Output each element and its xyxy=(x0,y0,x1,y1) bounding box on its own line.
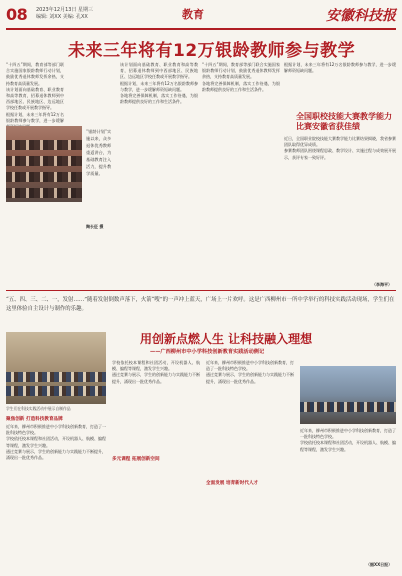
section-name: 教育 xyxy=(182,8,204,21)
main-body-paragraph: 根据计划，未来三年将有12万名银龄教师参与教学，进一步缓解师资短缺问题。 xyxy=(120,80,198,92)
lower-subheadline: ——广西柳州市中小学科技创新教育实践活动侧记 xyxy=(150,349,265,355)
lower-body-paragraph: 学校依托校本课程和社团活动，开设机器人、航模、编程等课程，激发学生兴趣。 xyxy=(112,360,200,372)
lower-section-title-2: 多元课程 拓展创新空间 xyxy=(112,457,160,462)
lower-body-paragraph: 通过竞赛与展示，学生的创新能力与实践能力不断提升，涌现出一批优秀作品。 xyxy=(112,372,200,384)
lower-right-photo xyxy=(300,366,396,424)
lower-section-title-3: 全面发展 培育新时代人才 xyxy=(206,481,259,486)
lower-section-title-1: 聚焦创新 打造科技教育品牌 xyxy=(6,417,63,422)
side-body-paragraph: 近日，全国职业院校技能大赛教学能力比赛结果揭晓，我省参赛团队取得优异成绩。 xyxy=(284,136,396,148)
photo-side-note: “银龄计划”实施以来，众多退休优秀教师重返讲台，为基础教育注入活力，提升教学质量。 xyxy=(86,129,112,176)
lower-body-paragraph: 近年来，柳州市积极推进中小学科技创新教育，打造了一批科技特色学校。 xyxy=(6,424,106,436)
lower-body-col-2 xyxy=(112,360,200,572)
side-story-credit: （李海平） xyxy=(372,282,392,287)
masthead xyxy=(6,4,396,30)
section-divider xyxy=(6,290,396,291)
lower-body-paragraph: 学校依托校本课程和社团活动，开设机器人、航模、编程等课程，激发学生兴趣。 xyxy=(300,440,396,452)
lower-body-paragraph: 近年来，柳州市积极推进中小学科技创新教育，打造了一批科技特色学校。 xyxy=(300,428,396,440)
main-body-paragraph: 根据计划，未来三年将有12万名银龄教师参与教学，进一步缓解 xyxy=(6,111,64,123)
lower-body-col-3 xyxy=(206,360,294,572)
date-line: 2023年12月13日 星期三 xyxy=(36,7,94,13)
lower-photo xyxy=(6,332,106,404)
mid-quote: “五、四、三、二、一，发射……”随着发射倒数声落下，火箭“嗖”的一声冲上蓝天，广场上一片欢呼。这是广西柳州市一所中学举行的科技实践活动现场，学生们在这里体验自主设计与制作的乐趣。 xyxy=(6,297,395,312)
main-body-col-2 xyxy=(120,62,198,286)
main-body-paragraph: “十四五”期间，教育部等部门联合实施国家银龄教师行动计划，鼓励优秀退休教师发挥余热，支持教育高质量发展。 xyxy=(202,62,280,80)
main-body-paragraph: 各地将完善保障机制，落实工作待遇，为银龄教师提供良好的工作和生活条件。 xyxy=(202,80,280,92)
side-story-body xyxy=(284,136,396,282)
lower-body-col-4 xyxy=(300,428,396,572)
photo-credit: 陶长征 摄 xyxy=(86,224,104,229)
lower-photo-caption: 学生们在科技实践活动中展示自制作品 xyxy=(6,406,71,411)
main-body-paragraph: 该计划面向基础教育、职业教育和高等教育，招募退休教师到中西部地区、民族地区、边远地区学校任教或开展教学指导。 xyxy=(120,62,198,80)
main-body-col-4 xyxy=(284,62,396,108)
main-body-paragraph: 该计划面向基础教育、职业教育和高等教育，招募退休教师到中西部地区、民族地区、边远地区学校任教或开展教学指导。 xyxy=(6,86,64,111)
lower-story-credit: （据XX日报） xyxy=(366,562,393,567)
lower-body-paragraph: 学校依托校本课程和社团活动，开设机器人、航模、编程等课程，激发学生兴趣。 xyxy=(6,436,106,448)
lower-body-col-1 xyxy=(6,424,106,572)
issue-line: 编辑: 刘XX 美编: 孔XX xyxy=(36,14,88,20)
lower-headline: 用创新点燃人生 让科技融入理想 xyxy=(140,332,313,346)
paper-name: 安徽科技报 xyxy=(326,8,396,24)
lower-body-paragraph: 近年来，柳州市积极推进中小学科技创新教育，打造了一批科技特色学校。 xyxy=(206,360,294,372)
main-body-paragraph: “十四五”期间，教育部等部门联合实施国家银龄教师行动计划，鼓励优秀退休教师发挥余热，支持教育高质量发展。 xyxy=(6,62,64,86)
lower-body-paragraph: 通过竞赛与展示，学生的创新能力与实践能力不断提升，涌现出一批优秀作品。 xyxy=(6,448,106,461)
main-body-paragraph: 各地将完善保障机制，落实工作待遇，为银龄教师提供良好的工作和生活条件。 xyxy=(120,93,198,105)
main-body-paragraph: 根据计划，未来三年将有12万名银龄教师参与教学，进一步缓解师资短缺问题。 xyxy=(284,62,396,74)
main-photo xyxy=(6,126,82,202)
page-number: 08 xyxy=(6,5,28,24)
main-headline: 未来三年将有12万银龄教师参与教学 xyxy=(68,41,356,61)
main-body-col-3 xyxy=(202,62,280,286)
lower-body-paragraph: 通过竞赛与展示，学生的创新能力与实践能力不断提升，涌现出一批优秀作品。 xyxy=(206,372,294,384)
side-headline: 全国职校技能大赛教学能力比赛安徽省获佳绩 xyxy=(296,112,392,131)
issue-meta xyxy=(36,7,93,21)
side-body-paragraph: 参赛教师团队围绕课程思政、教学设计、实施过程与成效展开展示，获评专家一致好评。 xyxy=(284,148,396,160)
